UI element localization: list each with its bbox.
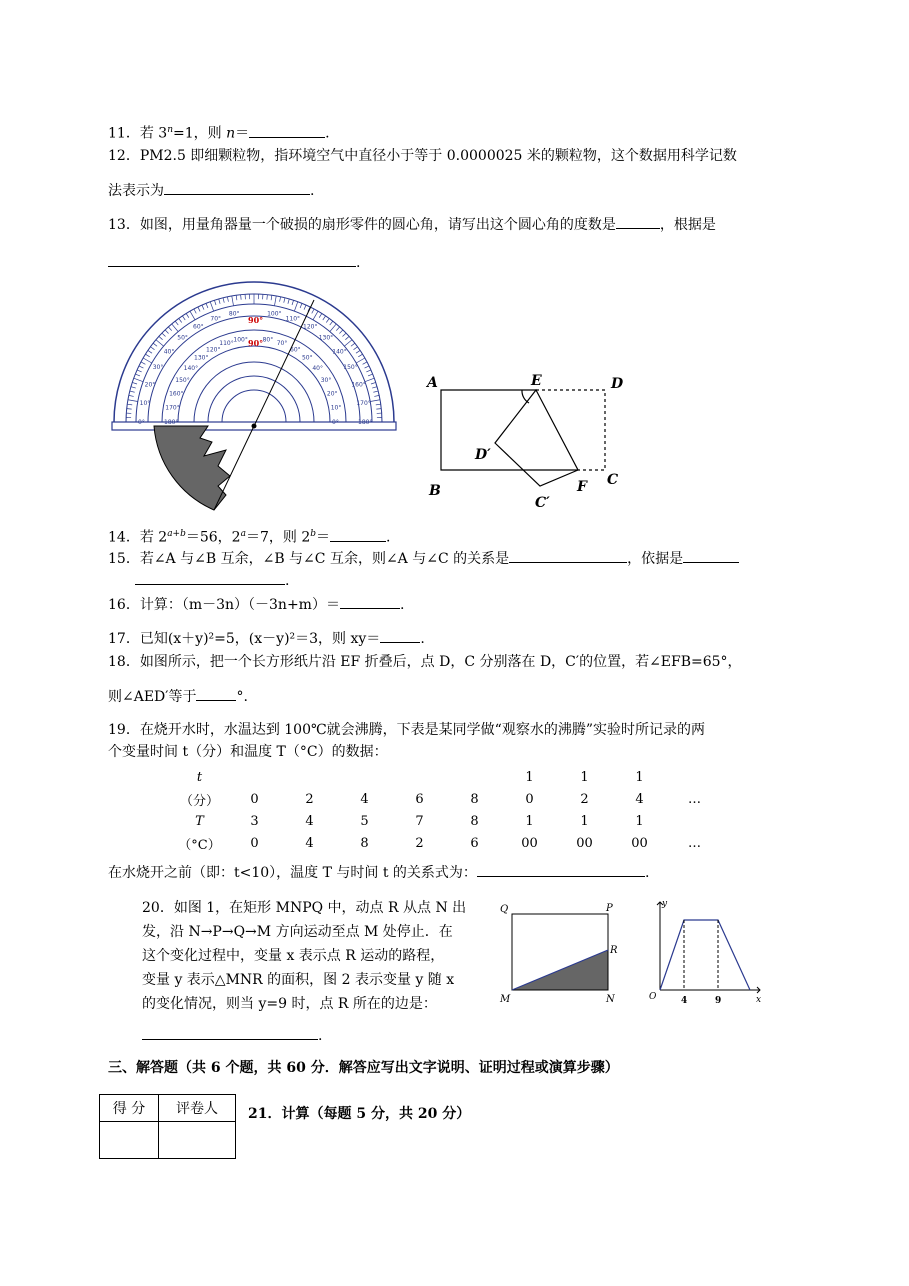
answer-blank[interactable]: [142, 1025, 318, 1040]
question-20: 20．如图 1，在矩形 MNPQ 中，动点 R 从点 N 出 发，沿 N→P→Q→M 方向运动至点 M 处停止．在 这个变化过程中，变量 x 表示点 R 运动的路程， 变量 y 表示△MNR 的面积，图 2 表示变量 y 随 x 的变化情况，则当 y=9 时，点 R 所在的边是： .: [142, 900, 467, 1044]
protractor-tick: [150, 347, 154, 350]
svg-text:y: y: [662, 899, 668, 909]
protractor-tick: [358, 354, 362, 357]
question-19: 19．在烧开水时，水温达到 100℃就会沸腾，下表是某同学做“观察水的沸腾”实验时所记录的两: [108, 722, 705, 738]
protractor-label: 170°: [356, 399, 371, 407]
protractor-tick: [206, 303, 208, 308]
protractor-tick: [134, 378, 143, 381]
protractor-label: 0°: [332, 419, 339, 426]
protractor-label: 30°: [152, 364, 164, 371]
protractor-90-outer: 90°: [248, 315, 264, 325]
protractor-tick: [294, 302, 297, 311]
section-3-heading: 三、解答题（共 6 个题，共 60 分．解答应写出文字说明、证明过程或演算步骤）: [108, 1060, 619, 1076]
protractor-tick: [330, 324, 336, 332]
protractor-tick: [376, 409, 381, 410]
protractor-tick: [143, 358, 152, 363]
protractor-tick: [179, 318, 182, 322]
protractor-tick: [336, 327, 339, 331]
protractor-tick: [227, 297, 228, 302]
protractor-tick: [274, 296, 276, 306]
protractor-tick: [339, 330, 342, 334]
svg-text:M: M: [500, 994, 511, 1005]
protractor-tick: [214, 300, 216, 305]
protractor-label: 30°: [320, 377, 332, 384]
svg-text:D′: D′: [475, 447, 491, 463]
question-11: 11．若 $3^n=1$，则 n＝ .: [108, 120, 330, 144]
protractor-tick: [371, 382, 376, 384]
answer-blank[interactable]: [330, 527, 386, 542]
answer-blank[interactable]: [683, 548, 739, 563]
protractor-label: 100°: [233, 336, 248, 344]
question-15: 15．若∠A 与∠B 互余，∠B 与∠C 互余，则∠A 与∠C 的关系是 ，依据是: [108, 548, 739, 569]
protractor-label: 130°: [194, 354, 209, 362]
protractor-tick: [162, 333, 166, 336]
protractor-tick: [280, 297, 281, 302]
question-12: 12．PM2.5 即细颗粒物，指环境空气中直径小于等于 0.0000025 米的颗粒物，这个数据用科学记数: [108, 148, 737, 164]
protractor-tick: [175, 321, 178, 325]
protractor-label: 130°: [318, 334, 334, 342]
protractor-tick: [372, 387, 377, 388]
question-19-formula: 在水烧开之前（即：t<10），温度 T 与时间 t 的关系式为： .: [108, 862, 649, 883]
protractor-label: 120°: [303, 323, 318, 331]
svg-text:Q: Q: [500, 904, 509, 915]
protractor-tick: [219, 299, 220, 304]
protractor-tick: [141, 362, 145, 364]
protractor-tick: [145, 354, 149, 357]
protractor-tick: [241, 295, 242, 300]
protractor-figure: [108, 280, 400, 515]
protractor-tick: [156, 340, 164, 346]
answer-blank[interactable]: [340, 594, 400, 609]
protractor-tick: [198, 307, 200, 311]
svg-text:P: P: [606, 903, 613, 914]
svg-text:N: N: [606, 994, 615, 1005]
protractor-tick: [344, 340, 352, 346]
protractor-label: 10°: [330, 404, 342, 412]
answer-blank[interactable]: [509, 548, 627, 563]
protractor-tick: [139, 366, 143, 368]
protractor-tick: [345, 336, 349, 339]
protractor-tick: [370, 400, 380, 402]
answer-blank[interactable]: [380, 628, 420, 643]
protractor-tick: [168, 327, 171, 331]
svg-text:A: A: [427, 375, 438, 391]
protractor-tick: [236, 295, 237, 300]
protractor-tick: [300, 303, 302, 308]
svg-text:D: D: [611, 376, 624, 392]
protractor-tick: [356, 358, 365, 363]
protractor-label: 50°: [301, 354, 313, 362]
protractor-tick: [137, 370, 142, 372]
svg-text:E: E: [531, 373, 542, 389]
protractor-tick: [131, 387, 136, 388]
protractor-label: 160°: [169, 390, 184, 398]
protractor-tick: [376, 404, 381, 405]
protractor-tick: [326, 318, 329, 322]
protractor-label: 170°: [165, 404, 180, 412]
protractor-label: 80°: [228, 310, 240, 318]
protractor-tick: [330, 321, 333, 325]
protractor-label: 70°: [276, 340, 288, 348]
protractor-tick: [366, 370, 371, 372]
protractor-label: 50°: [177, 334, 188, 342]
svg-text:C: C: [607, 472, 619, 488]
question-19-line2: 个变量时间 t（分）和温度 T（°C）的数据：: [108, 744, 388, 760]
protractor-tick: [190, 311, 195, 320]
figure-2-graph: [640, 896, 768, 1008]
protractor-tick: [223, 298, 224, 303]
answer-blank[interactable]: [477, 862, 645, 877]
protractor-tick: [292, 300, 294, 305]
score-table: 得 分 评卷人: [99, 1094, 236, 1159]
protractor-tick: [148, 350, 152, 353]
protractor-tick: [271, 295, 272, 300]
protractor-tick: [202, 305, 204, 310]
protractor-tick: [159, 336, 163, 339]
protractor-label: 40°: [312, 365, 323, 373]
question-13: 13．如图，用量角器量一个破损的扇形零件的圆心角，请写出这个圆心角的度数是 ，根据是: [108, 214, 716, 235]
protractor-tick: [130, 391, 135, 392]
question-12-line2: 法表示为 .: [108, 180, 314, 201]
question-17: 17．已知(x＋y)²=5，(x－y)²＝3，则 xy＝ .: [108, 628, 425, 649]
protractor-tick: [323, 316, 326, 320]
svg-text:4: 4: [681, 996, 688, 1006]
protractor-tick: [373, 391, 378, 392]
grader-cell[interactable]: [159, 1122, 236, 1159]
protractor-tick: [210, 302, 213, 311]
svg-text:x: x: [756, 995, 762, 1005]
protractor-label: 140°: [183, 365, 199, 373]
svg-text:9: 9: [715, 996, 722, 1006]
protractor-label: 60°: [193, 323, 204, 331]
protractor-label: 150°: [175, 377, 190, 384]
protractor-label: 120°: [206, 346, 221, 354]
answer-blank[interactable]: [135, 570, 285, 585]
protractor-tick: [356, 350, 360, 353]
protractor-tick: [132, 382, 137, 384]
score-cell[interactable]: [100, 1122, 159, 1159]
protractor-label: 180°: [164, 419, 179, 426]
protractor-tick: [232, 296, 234, 306]
protractor-label: 150°: [343, 364, 358, 371]
answer-blank[interactable]: [196, 686, 236, 701]
question-13-line2: .: [108, 252, 360, 273]
protractor-label: 20°: [326, 390, 338, 398]
protractor-tick: [127, 409, 132, 410]
protractor-90-inner: 90°: [248, 338, 264, 348]
svg-text:B: B: [429, 483, 441, 499]
answer-blank[interactable]: [249, 123, 325, 138]
answer-blank[interactable]: [108, 252, 356, 267]
protractor-label: 160°: [351, 381, 366, 389]
protractor-tick: [354, 347, 358, 350]
protractor-label: 20°: [144, 381, 156, 389]
broken-sector-shape: [154, 426, 230, 510]
data-table-19: t 1 1 1 （分） 0 2 4 6 8 0 2 4 … T 3 4 5 7 8 1 1 1 （°C） 0 4 8 2 6 00 00 00 …: [178, 769, 701, 853]
question-16: 16．计算：（m－3n）（－3n+m）＝ .: [108, 594, 404, 615]
protractor-tick: [313, 311, 318, 320]
protractor-tick: [165, 330, 168, 334]
protractor-tick: [135, 374, 140, 376]
protractor-label: 110°: [219, 340, 234, 348]
protractor-tick: [312, 309, 314, 313]
question-21-heading: 21．计算（每题 5 分，共 20 分）: [248, 1106, 471, 1122]
protractor-tick: [284, 298, 285, 303]
protractor-tick: [374, 395, 379, 396]
protractor-label: 40°: [163, 348, 175, 356]
protractor-tick: [172, 324, 178, 332]
protractor-label: 180°: [358, 419, 373, 426]
protractor-label: 70°: [210, 315, 222, 323]
question-18-line2: 则∠AED′等于 °.: [108, 686, 248, 707]
protractor-tick: [129, 395, 134, 396]
protractor-label: 10°: [139, 399, 151, 407]
protractor-tick: [365, 378, 374, 381]
question-14: 14．若 $2^{a+b}=56$，$2^a=7$，则 $2^b=$ .: [108, 524, 390, 548]
svg-text:O: O: [649, 992, 657, 1002]
protractor-label: 140°: [332, 348, 347, 356]
figure-1-rectangle: [496, 898, 622, 1006]
protractor-tick: [368, 374, 373, 376]
svg-text:R: R: [610, 945, 618, 956]
protractor-tick: [182, 316, 185, 320]
answer-blank[interactable]: [616, 214, 660, 229]
protractor-label: 80°: [262, 336, 274, 344]
protractor-tick: [288, 299, 289, 304]
svg-text:F: F: [577, 479, 587, 495]
protractor-tick: [342, 333, 346, 336]
protractor-tick: [153, 343, 157, 346]
svg-text:C′: C′: [535, 495, 550, 511]
protractor-tick: [186, 313, 189, 317]
question-15-line2: .: [135, 570, 289, 591]
protractor-tick: [319, 313, 322, 317]
protractor-tick: [194, 309, 196, 313]
protractor-tick: [363, 362, 367, 364]
answer-blank[interactable]: [164, 180, 310, 195]
protractor-tick: [267, 295, 268, 300]
protractor-label: 60°: [290, 346, 301, 354]
protractor-tick: [127, 404, 132, 405]
protractor-label: 0°: [138, 419, 145, 426]
protractor-tick: [128, 400, 138, 402]
protractor-label: 100°: [267, 310, 282, 318]
rectangle-fold-figure: [425, 368, 625, 516]
question-18: 18．如图所示，把一个长方形纸片沿 EF 折叠后，点 D，C 分别落在 D，C′的位置，若∠EFB=65°，: [108, 654, 742, 670]
protractor-tick: [304, 305, 306, 310]
protractor-label: 110°: [285, 315, 301, 323]
protractor-tick: [365, 366, 369, 368]
protractor-tick: [351, 343, 355, 346]
